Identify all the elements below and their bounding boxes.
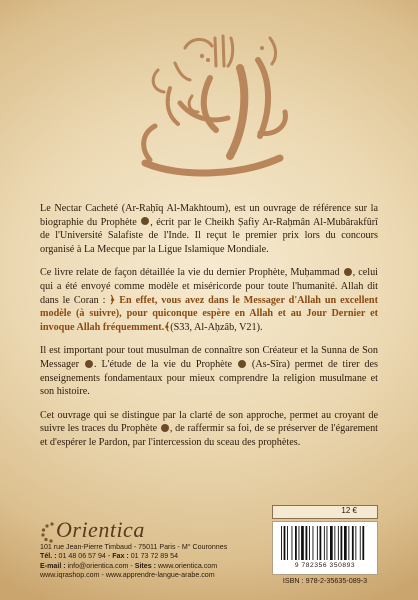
salawat-icon [141, 217, 149, 225]
price-tag [272, 505, 378, 519]
paragraph-1 [40, 202, 378, 256]
publisher-address-block [40, 543, 260, 580]
back-cover-footer [0, 505, 418, 600]
fax-value: 01 73 72 89 54 [128, 552, 179, 561]
barcode [272, 521, 378, 575]
barcode-digits: 9 782356 350893 [294, 562, 356, 569]
publisher-address: 101 rue Jean-Pierre Timbaud - 75011 Paris - M° Couronnes [40, 543, 228, 551]
description-text [40, 202, 378, 460]
price-value: 12 € [341, 506, 357, 515]
quote-open-bracket: ﴿ [109, 294, 116, 306]
p3-text-c: (As-Sîra) permet de tirer des enseignements fondamentaux pour mieux comprendre la religion musulmane et son histoire. [40, 358, 379, 398]
paragraph-2 [40, 266, 378, 334]
publisher-email-sites [40, 562, 260, 571]
email-label: E-mail : [40, 561, 66, 570]
sites-label: Sites : [134, 561, 157, 570]
p4-text-b: , de raffermir sa foi, de se préserver de l'égarement et d'espérer le Pardon, par l'intercession du sceau des prophètes. [40, 423, 378, 448]
p4-text-a: Cet ouvrage qui se distingue par la clarté de son approche, permet au croyant de suivre les traces du Prophète [40, 409, 378, 435]
salawat-icon [85, 360, 93, 368]
publisher-websites: www.iqrashop.com - www.apprendre-langue-arabe.com [40, 570, 215, 579]
quote-close-bracket: ﴾ [164, 321, 171, 333]
barcode-icon [279, 526, 371, 562]
tel-label: Tél. : [40, 552, 57, 561]
p2-text-b: , celui qui a été envoyé comme modèle et miséricorde pour toute l'humanité. Allah dit dans le Coran : [40, 267, 379, 306]
publisher-phone-fax [40, 552, 260, 561]
muhammad-calligraphy-icon [120, 8, 310, 193]
p2-text-a: Ce livre relate de façon détaillée la vie du dernier Prophète, Muḥammad [40, 267, 340, 279]
publisher-name: Orientica [56, 517, 145, 542]
salawat-icon [161, 424, 169, 432]
salawat-icon [238, 360, 246, 368]
p3-text-b: . L'étude de la vie du Prophète [93, 358, 233, 370]
fax-label: Fax : [112, 552, 129, 561]
p1-text-a: Le Nectar Cacheté (Ar-Raḥîq Al-Makhtoum), est un ouvrage de référence sur la biographie du Prophète [40, 203, 378, 228]
p3-text-a: Il est important pour tout musulman de connaître son Créateur et la Sunna de Son Messager [40, 345, 378, 370]
quote-text: En effet, vous avez dans le Messager d'Allah un excellent modèle (à suivre), pour quiconque espère en Allah et au Jour Dernier et invoque Allah fréquemment. [40, 294, 378, 333]
calligraphy-text [120, 8, 310, 9]
publisher-logo [40, 517, 180, 545]
quote-reference: (S33, Al-Aḥzâb, V21). [170, 321, 263, 333]
salawat-icon [344, 268, 352, 276]
email-value: info@orientica.com - [65, 561, 135, 570]
isbn-number: ISBN : 978-2-35635-089-3 [282, 576, 368, 585]
tel-value: 01 48 06 57 94 - [56, 552, 113, 561]
p1-text-b: , écrit par le Cheikh Ṣafiy Ar-Raḥmân Al-Mubârakfûrî de l'Université Salafiste de l'Inde. Il reçut le premier prix lors du concours organisé à La Mecque par la Ligue Islamique Mondiale. [40, 216, 379, 255]
sites-value: www.orientica.com [156, 561, 218, 570]
paragraph-4 [40, 409, 378, 450]
paragraph-3 [40, 344, 378, 398]
